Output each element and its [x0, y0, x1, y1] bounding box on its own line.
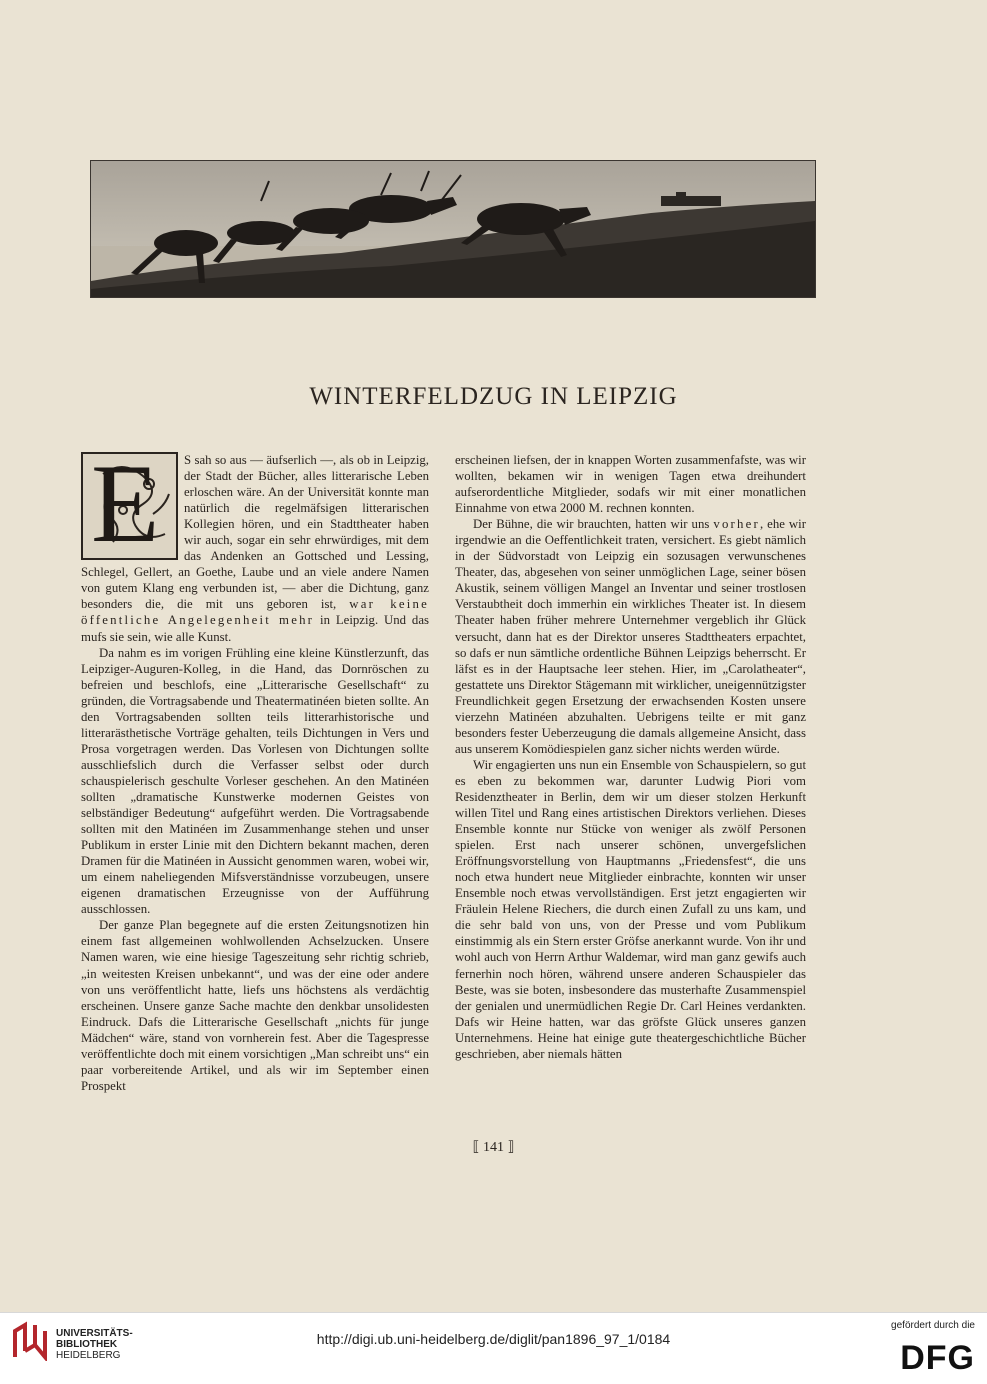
library-name-line: BIBLIOTHEK	[56, 1339, 118, 1350]
page-number: ⟦ 141 ⟧	[472, 1140, 515, 1155]
paragraph	[455, 516, 806, 757]
ornamental-drop-cap	[81, 442, 178, 566]
paragraph: Wir engagierten uns nun ein Ensemble von Schauspielern, so gut es eben zu bekommen war, darunter Ludwig Piori vom Residenztheater in Berlin, dem wir um dieser stolzen Herkunft willen Titel und Rang eines artistischen Direktors verliehen. Dieses Ensemble konnte nur Stücke von weniger als zwölf Personen spielen. Erst nach unserer schönen, unvergefslichen Eröffnungsvorstellung von Hauptmanns „Friedensfest“, die uns noch etwa hundert neue Mitglieder einbrachte, konnten wir unser Ensemble noch etwas vervollständigen. Erst jetzt engagierten wir Fräulein Helene Riechers, die durch einen Zufall zu uns kam, und die sehr bald von uns, von der Presse und vom Publikum einstimmig als ein Stern erster Gröfse anerkannt wurde. Von ihr und wohl auch von Herrn Arthur Waldemar, wird man ganz gewifs auch fernerhin noch hören, während unsere anderen Schauspieler das Beste, was sie boten, insbesondere das musterhafte Zusammenspiel der genialen und unermüdlichen Regie Dr. Carl Heines verdankten. Dafs wir Heine hatten, war das gröfste Glück unseres ganzen Unternehmens. Heine hat einige gute theatergeschichtliche Bücher geschrieben, aber niemals hätten	[455, 757, 806, 1061]
paragraph-text: , ehe wir irgendwie an die Oeffentlichkeit traten, versichert. Es giebt nämlich in der Südvorstadt von Leipzig ein sozusagen verwunschenes Theater, das, abgesehen von seiner unmöglichen Lage, seiner bösen Akustik, seinem völligen Mangel an Inventar und seiner trostlosen Verstaubtheit doch immerhin ein wirkliches Theater ist. In diesem Theater haben früher mehrere Unternehmer vergeblich ihr Glück versucht, dann hat es der Direktor unseres Stadttheaters erpachtet, so dafs er nun sämtliche ordentliche Bühnen Leipzigs beherrscht. Er läfst es in der Hauptsache leer stehen. Hier, im „Carolatheater“, gestattete uns Direktor Stägemann mit wirklicher, uneigennützigster Freundlichkeit gegen Ersetzung der erwachsenden Kosten unsere vierzehn Matinéen abzuhalten. Uebrigens teilte er mit ganz besonders fester Ueberzeugung die damals allgemeine Ansicht, dass aus unserem Komödiespielen ganz sicher nichts werden würde.	[455, 517, 806, 756]
paragraph: Da nahm es im vorigen Frühling eine kleine Künstlerzunft, das Leipziger-Auguren-Kolleg, in die Hand, das Dornröschen zu befreien und beschlofs, eine „Litterarische Gesellschaft“ zu gründen, die Vortragsabende und Theatermatinéen bieten sollte. An den Vortragsabenden sollten teils litterarhistorische und litterarästhetische Vorträge gehalten, teils Dichtungen in Vers und Prosa vorgetragen werden. Das Vorlesen von Dichtungen sollte ausschliefslich durch die Verfasser selbst oder durch schauspielerisch geschulte Vorleser geschehen. An den Matinéen sollten „dramatische Kunstwerke modernen Geistes von selbständiger Bedeutung“ aufgeführt werden. Die Vortragsabende sollten mit den Matinéen im Zusammenhange stehen und unser Publikum in erster Linie mit den Dichtern bekannt machen, deren Dramen für die Matinéen in Aussicht genommen waren, wobei wir, um einem naheliegenden Mifsverständnisse vorzubeugen, unsere eigenen dramatischen Erzeugnisse von der Aufführung ausschlossen.	[81, 645, 429, 917]
emphasized-text: vorher	[713, 517, 760, 532]
emphasized-text: war keine öffentliche Angelegenheit mehr	[81, 597, 429, 628]
paragraph-text: in Leipzig. Und das mufs sie sein, wie alle Kunst.	[81, 613, 429, 644]
paragraph: erscheinen liefsen, der in knappen Worten zusammenfafste, was wir wollten, bekamen wir in wenigen Tagen etwa dreihundert aufserordentliche Mitglieder, sodafs wir mit einer monatlichen Einnahme von etwa 2000 M. rechnen konnten.	[455, 453, 806, 516]
header-illustration-running-bulls	[90, 160, 816, 298]
library-name-line: UNIVERSITÄTS-	[56, 1328, 133, 1339]
library-name-line: HEIDELBERG	[56, 1350, 121, 1361]
drop-cap-letter: E	[91, 442, 160, 566]
illustration-drawing	[91, 161, 815, 297]
text-column-right	[455, 452, 806, 1062]
funding-label: gefördert durch die	[891, 1320, 975, 1331]
permalink-url[interactable]: http://digi.ub.uni-heidelberg.de/diglit/pan1896_97_1/0184	[316, 1331, 671, 1347]
paragraph-text: S sah so aus — äufserlich —, als ob in Leipzig, der Stadt der Bücher, alles litterarische Leben erloschen wäre. An der Universität konnte man natürlich die regelmäfsigen litterarischen Kollegien hören, und ein Stadttheater haben wir auch, sogar ein sehr ehrwürdiges, mit dem das Andenken an Gottsched und Lessing, Schlegel, Gellert, an Goethe, Laube und an viele andere Namen von gutem Klang eng verbunden ist, — aber die Dichtung, ganz besonders die, die mit uns geboren ist,	[81, 453, 429, 612]
paragraph: Der ganze Plan begegnete auf die ersten Zeitungsnotizen hin einem fast allgemeinen wohlwollenden Achselzucken. Unsere Namen waren, wie eine hiesige Tageszeitung sehr richtig schrieb, „in weitesten Kreisen unbekannt“, und was der eine oder andere von uns veröffentlicht hatte, liefs uns höchstens als verdächtig erscheinen. Unsere ganze Sache machte den denkbar unsolidesten Eindruck. Dafs die Litterarische Gesellschaft „nichts für junge Mädchen“ wäre, stand von vornherein fest. Aber die Tagespresse veröffentlichte doch mit einem vorsichtigen „Man schreibt uns“ ein paar vorbereitende Artikel, und als wir im September einen Prospekt	[81, 918, 429, 1093]
dfg-logo[interactable]: DFG	[900, 1339, 975, 1377]
article-title: WINTERFELDZUG IN LEIPZIG	[309, 383, 678, 410]
digitization-footer	[0, 1312, 987, 1384]
text-column-left	[81, 442, 429, 1094]
paragraph-text: Der Bühne, die wir brauchten, hatten wir uns	[473, 517, 710, 532]
